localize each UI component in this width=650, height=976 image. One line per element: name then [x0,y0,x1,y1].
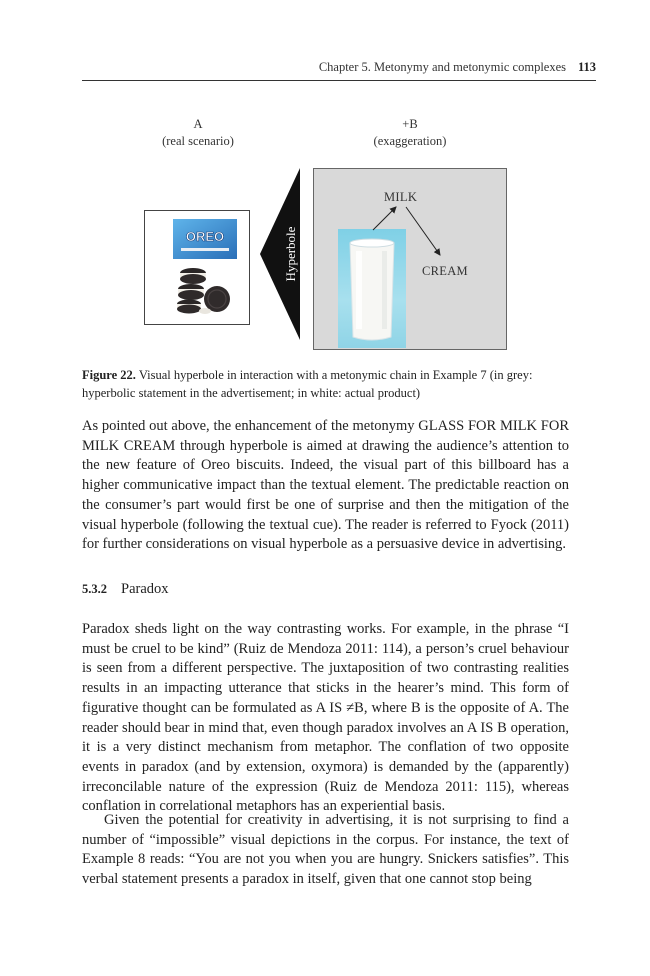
cream-label: CREAM [422,264,468,278]
figure-label: Figure 22. [82,368,136,382]
label-b-title: +B [402,117,418,131]
label-a-subtitle: (real scenario) [162,134,234,148]
exaggeration-box [313,168,507,350]
running-title: Chapter 5. Metonymy and metonymic complexes [318,60,566,74]
caption-text: Visual hyperbole in interaction with a metonymic chain in Example 7 (in grey: hyperbolic statement in the advertisement; in white: actual product) [82,368,533,400]
real-scenario-box [144,210,250,325]
body-paragraph-2: Paradox sheds light on the way contrasting works. For example, in the phrase “I must be cruel to be kind” (Ruiz de Mendoza 2011: 114), a person’s cruel behaviour is seen from a different perspective. The juxtaposition of two contrasting realities results in an impacting utterance that sticks in the hearer’s mind. This form of figurative thought can be formulated as A IS ≠B, where B is the opposite of A. The reader should bear in mind that, even though paradox involves an A IS B operation, it is a very distinct mechanism from metaphor. The conflation of two opposite events in paradox (and by extension, oxymora) is demanded by the (apparently) irreconcilable nature of the expression (Ruiz de Mendoza 2011: 115), whereas conflation in correlational metaphors has an experiential basis. [82,621,569,815]
oreo-logo-text: OREO [185,229,225,244]
body-paragraph-1: As pointed out above, the enhancement of the metonymy GLASS FOR MILK FOR MILK CREAM through hyperbole is aimed at drawing the audience’s attention to the new feature of Oreo biscuits. Indeed, the visual part of this billboard has a higher communicative impact than the textual element. The predictable reaction on the consumer’s part would first be one of surprise and then the mitigation of the visual hyperbole (following the textual cue). The reader is referred to Fyock (2011) for further considerations on visual hyperbole as a persuasive device in advertising. [82,418,569,553]
milk-label: MILK [384,190,418,204]
figure-caption [82,366,570,402]
section-heading [82,581,169,598]
section-number: 5.3.2 [82,582,107,596]
body-paragraph-3: Given the potential for creativity in advertising, it is not surprising to find a number of “impossible” visual depictions in the corpus. For instance, the text of Example 8 reads: “You are not you when you are hungry. Snickers satisfies”. This verbal statement presents a paradox in itself, given that one cannot stop being [82,812,569,888]
section-title: Paradox [121,581,169,597]
label-b-subtitle: (exaggeration) [373,134,447,148]
page-number: 113 [577,60,596,74]
metonymy-arrows [314,169,506,349]
hyperbole-arrow [260,168,302,340]
hyperbole-label: Hyperbole [283,226,298,282]
oreo-product-image [145,211,249,324]
label-a [148,116,248,150]
label-a-title: A [193,117,203,131]
figure-22 [0,0,650,400]
label-b [360,116,460,150]
